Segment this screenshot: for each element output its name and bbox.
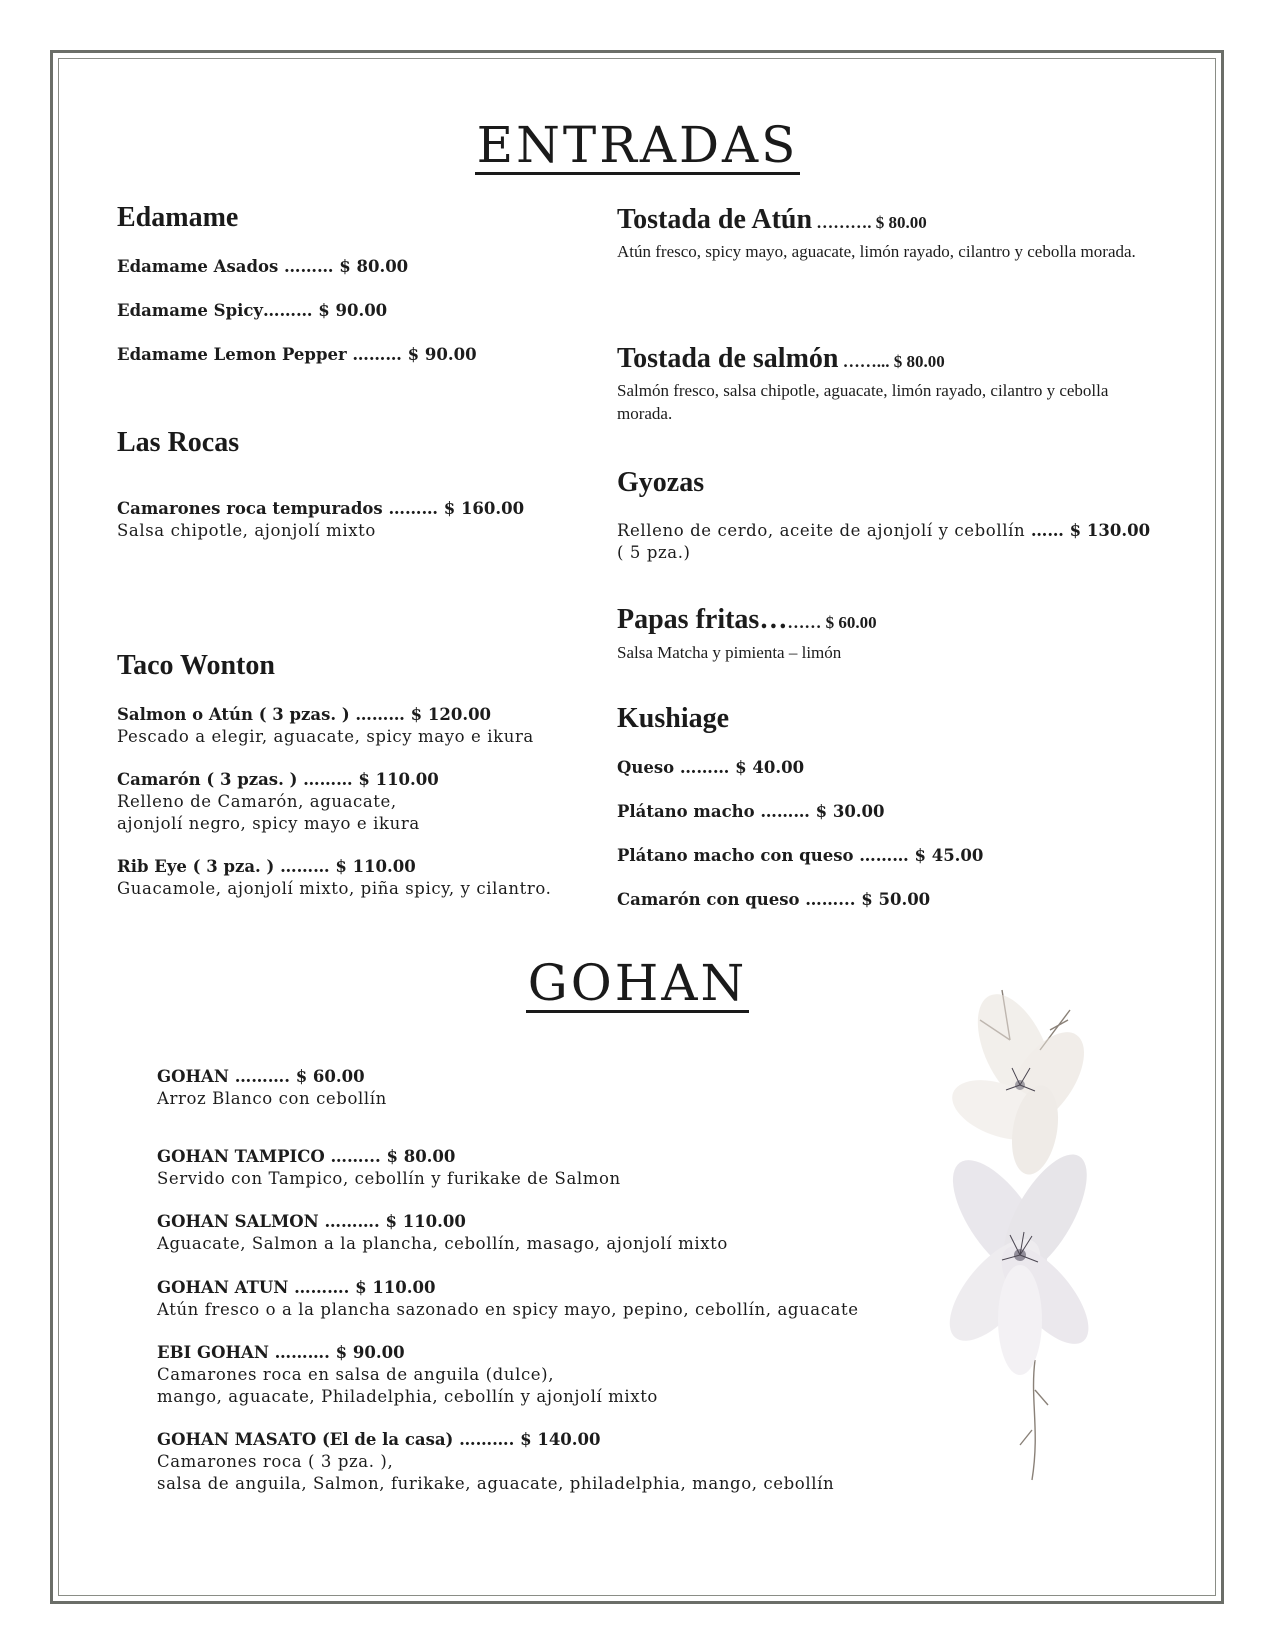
menu-item-papas-fritas: Papas fritas……… $ 60.00	[617, 604, 877, 635]
menu-item-camarones-roca: Camarones roca tempurados ……… $ 160.00 Salsa chipotle, ajonjolí mixto	[117, 499, 525, 540]
menu-item-gohan-tampico: GOHAN TAMPICO ……... $ 80.00 Servido con Tampico, cebollín y furikake de Salmon	[157, 1147, 621, 1188]
tostada-salmon-desc: Salmón fresco, salsa chipotle, aguacate, limón rayado, cilantro y cebolla morada.	[617, 381, 1109, 423]
gohan-title: GOHAN	[527, 954, 748, 1012]
menu-item-taco-rib-eye: Rib Eye ( 3 pza. ) ……… $ 110.00 Guacamole, ajonjolí mixto, piña spicy, y cilantro.	[117, 857, 552, 898]
menu-item-tostada-salmon: Tostada de salmón ……... $ 80.00	[617, 343, 945, 374]
menu-item-edamame-spicy: Edamame Spicy……… $ 90.00	[117, 301, 388, 320]
menu-item-tostada-atun: Tostada de Atún ………. $ 80.00	[617, 204, 927, 235]
flower-illustration	[940, 960, 1120, 1500]
menu-item-taco-salmon-atun: Salmon o Atún ( 3 pzas. ) ……… $ 120.00 Pescado a elegir, aguacate, spicy mayo e ikura	[117, 705, 534, 746]
papas-fritas-desc: Salsa Matcha y pimienta – limón	[617, 643, 842, 662]
menu-item-gyozas: Relleno de cerdo, aceite de ajonjolí y cebollín …… $ 130.00 ( 5 pza.)	[617, 521, 1151, 562]
menu-item-kushiage-platano-queso: Plátano macho con queso ……… $ 45.00	[617, 846, 984, 865]
menu-item-gohan-masato: GOHAN MASATO (El de la casa) ………. $ 140.00 Camarones roca ( 3 pza. ), salsa de anguila, Salmon, furikake, aguacate, philadelphia, mango, cebollín	[157, 1430, 835, 1493]
entradas-title: ENTRADAS	[476, 116, 799, 174]
menu-item-gohan-salmon: GOHAN SALMON ………. $ 110.00 Aguacate, Salmon a la plancha, cebollín, masago, ajonjolí mixto	[157, 1212, 728, 1253]
menu-item-kushiage-queso: Queso ……… $ 40.00	[617, 758, 805, 777]
menu-item-ebi-gohan: EBI GOHAN ………. $ 90.00 Camarones roca en salsa de anguila (dulce), mango, aguacate, Philadelphia, cebollín y ajonjolí mixto	[157, 1343, 658, 1406]
taco-wonton-heading: Taco Wonton	[117, 650, 275, 681]
kushiage-heading: Kushiage	[617, 703, 730, 734]
menu-item-edamame-asados: Edamame Asados ……… $ 80.00	[117, 257, 409, 276]
menu-item-gohan-atun: GOHAN ATUN ………. $ 110.00 Atún fresco o a la plancha sazonado en spicy mayo, pepino, cebollín, aguacate	[157, 1278, 859, 1319]
menu-item-gohan: GOHAN ………. $ 60.00 Arroz Blanco con cebollín	[157, 1067, 387, 1108]
menu-item-edamame-lemon: Edamame Lemon Pepper ……… $ 90.00	[117, 345, 477, 364]
menu-item-kushiage-camaron-queso: Camarón con queso ……... $ 50.00	[617, 890, 931, 909]
tostada-atun-desc: Atún fresco, spicy mayo, aguacate, limón rayado, cilantro y cebolla morada.	[617, 242, 1136, 261]
edamame-heading: Edamame	[117, 202, 239, 233]
rocas-heading: Las Rocas	[117, 427, 240, 458]
gyozas-heading: Gyozas	[617, 467, 705, 498]
menu-item-taco-camaron: Camarón ( 3 pzas. ) ……… $ 110.00 Relleno de Camarón, aguacate, ajonjolí negro, spicy mayo e ikura	[117, 770, 439, 833]
menu-item-kushiage-platano: Plátano macho ……… $ 30.00	[617, 802, 885, 821]
